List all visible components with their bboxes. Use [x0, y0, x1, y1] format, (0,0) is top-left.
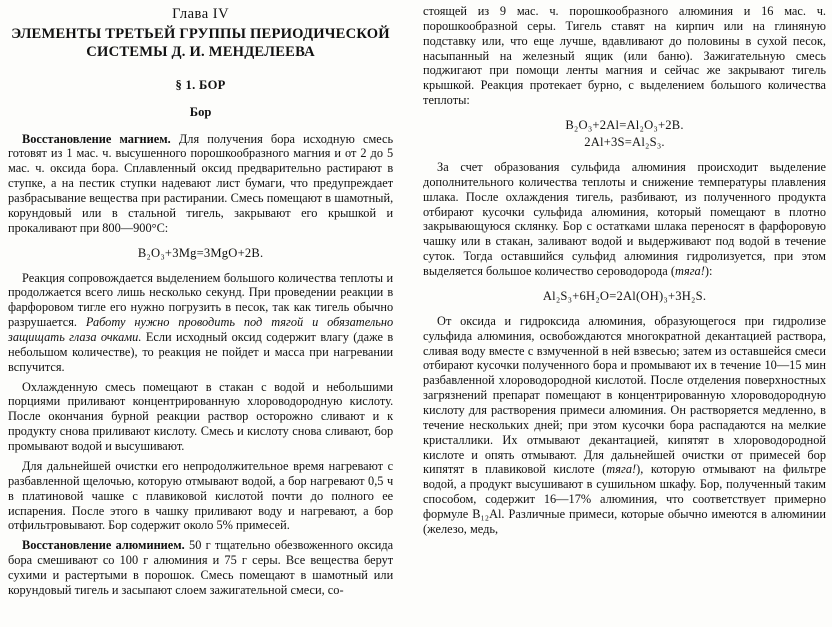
paragraph-text: За счет образования сульфида алюминия происходит выделение дополнительного количества теплоты и снижение температуры плавления шлака. После охлаждения тигель, разбивают, из полученного продукта отбирают кусочки сульфида алюминия, который помещают в плотно закрывающуюся склянку. Бор с остатками шлака переносят в фарфоровую чашку или в стакан, заливают водой и выдерживают под водой в течение суток. Тогда оставшийся сульфид алюминия гидролизуется, при этом выделяется большое количество сероводорода (	[423, 160, 826, 279]
left-column	[8, 4, 407, 623]
equation-line: B₂O₃+3Mg=3MgO+2B.	[137, 245, 264, 260]
section-heading: § 1. БОР	[175, 77, 226, 92]
paragraph-cooling-washing: Охлажденную смесь помещают в стакан с водой и небольшими порциями приливают концентрированную хлороводородную кислоту. После окончания бурной реакции раствор осторожно сливают и к продукту снова приливают кислоту. Смесь и кислоту снова сливают, бор промывают водой и высушивают.	[8, 379, 394, 454]
column-gutter	[407, 4, 417, 623]
paragraph-ignition-mixture: стоящей из 9 мас. ч. порошкообразного алюминия и 16 мас. ч. порошкообразной серы. Тигель ставят на кирпич или на глиняную подставку или, что еще лучше, вдавливают до половины в сухой песок, насыпанный на железный ящик (или баню). Зажигательную смесь поджигают при помощи ленты магния и сейчас же закрывают тигель крышкой. Реакция протекает бурно, с выделением большого количества теплоты:	[423, 4, 826, 108]
equation-line: Al₂S₃+6H₂O=2Al(OH)₃+3H₂S.	[542, 288, 707, 303]
paragraph-further-purification: Для дальнейшей очистки его непродолжительное время нагревают с разбавленной щелочью, которую отмывают водой, а бор нагревают 0,5 ч в платиновой чашке с плавиковой кислотой почти до полного ее испарения. После этого в чашку приливают воду и нагревают, а бор отфильтровывают. Бор содержит около 5% примесей.	[8, 458, 394, 533]
paragraph-text-italic: Работу нужно проводить под тягой и обязательно защищать глаза очками.	[8, 315, 394, 345]
equation-b2o3-mg	[8, 245, 393, 262]
paragraph-magnesium-reduction	[8, 132, 393, 236]
paragraph-sulfide-formation	[423, 160, 826, 279]
paragraph-text-italic: тяга!	[606, 462, 637, 477]
paragraph-reaction-notes	[8, 271, 393, 375]
runin-heading-magnesium: Восстановление магнием.	[22, 131, 171, 146]
equation-group-aluminium	[423, 117, 826, 151]
paragraph-decantation-purification	[423, 314, 826, 537]
paragraph-text-b: Если исходный оксид содержит влагу (даже в небольшом количестве), то реакция не пойдет и масса при нагревании вспучится.	[8, 330, 394, 374]
paragraph-text-a: От оксида и гидроксида алюминия, образующегося при гидролизе сульфида алюминия, освобождаются многократной декантацией раствора, сливая воду вместе с взмученной в ней взвесью; затем из оставшейся смеси отбирают кусочки полученного бора и промывают их в течение 10—15 мин разбавленной хлороводородной кислотой. После отделения поверхностных загрязнений препарат помещают в концентрированную хлороводородную кислоту для растворения примеси алюминия. Он растворяется медленно, в течение нескольких дней; при этом кусочки бора распадаются на мелкие кристаллики. Их отмывают декантацией, кипятят в хлороводородной кислоте и опять отмывают. Для дальнейшей очистки от примесей бор кипятят в плавиковой кислоте (	[423, 313, 826, 477]
chapter-title: ЭЛЕМЕНТЫ ТРЕТЬЕЙ ГРУППЫ ПЕРИОДИЧЕСКОЙ СИСТЕМЫ Д. И. МЕНДЕЛЕЕВА	[11, 26, 390, 60]
paragraph-text: 50 г тщательно обезвоженного оксида бора смешивают со 100 г алюминия и 75 г серы. Все вещества берут сухими и растертыми в порошок. Смесь помещают в шамотный или корундовый тигель и засыпают слоем зажигательной смеси, со-	[8, 538, 394, 597]
paragraph-text: Для получения бора исходную смесь готовят из 1 мас. ч. высушенного порошкообразного магния и от 2 до 5 мас. ч. оксида бора. Сплавленный оксид предварительно растирают в ступке, а на пестик ступки надевают лист бумаги, что предупреждает разбрасывание вещества при растирании. Смесь помещают в шамотный, корундовый или в стальной тигель, закрывают его крышкой и прокаливают при 800—900°C:	[8, 131, 394, 235]
paragraph-text-end: ):	[704, 264, 713, 279]
subsection-heading: Бор	[189, 104, 212, 119]
paragraph-text-italic: тяга!	[674, 264, 705, 279]
chapter-label: Глава IV	[172, 6, 230, 22]
equation-line-1: B₂O₃+2Al=Al₂O₃+2B.	[565, 118, 684, 133]
equation-al2s3-hydrolysis	[423, 288, 826, 305]
paragraph-aluminium-reduction	[8, 538, 393, 597]
runin-heading-aluminium: Восстановление алюминием.	[22, 538, 185, 553]
right-column	[417, 4, 826, 623]
paragraph-text-a: Реакция сопровождается выделением большого количества теплоты и продолжается всего лишь несколько секунд. При проведении реакции в фарфоровом тигле его нужно погрузить в песок, так как тигель обычно разрушается.	[8, 270, 394, 330]
equation-line-2: 2Al+3S=Al₂S₃.	[584, 135, 665, 150]
paragraph-text-b: ), которую отмывают на фильтре водой, а продукт высушивают в сушильном шкафу. Бор, полученный таким способом, содержит 16—17% алюминия, что соответствует примерно формуле B₁₂Al. Различные примеси, которые обычно имеются в алюминии (железо, медь,	[423, 462, 826, 536]
